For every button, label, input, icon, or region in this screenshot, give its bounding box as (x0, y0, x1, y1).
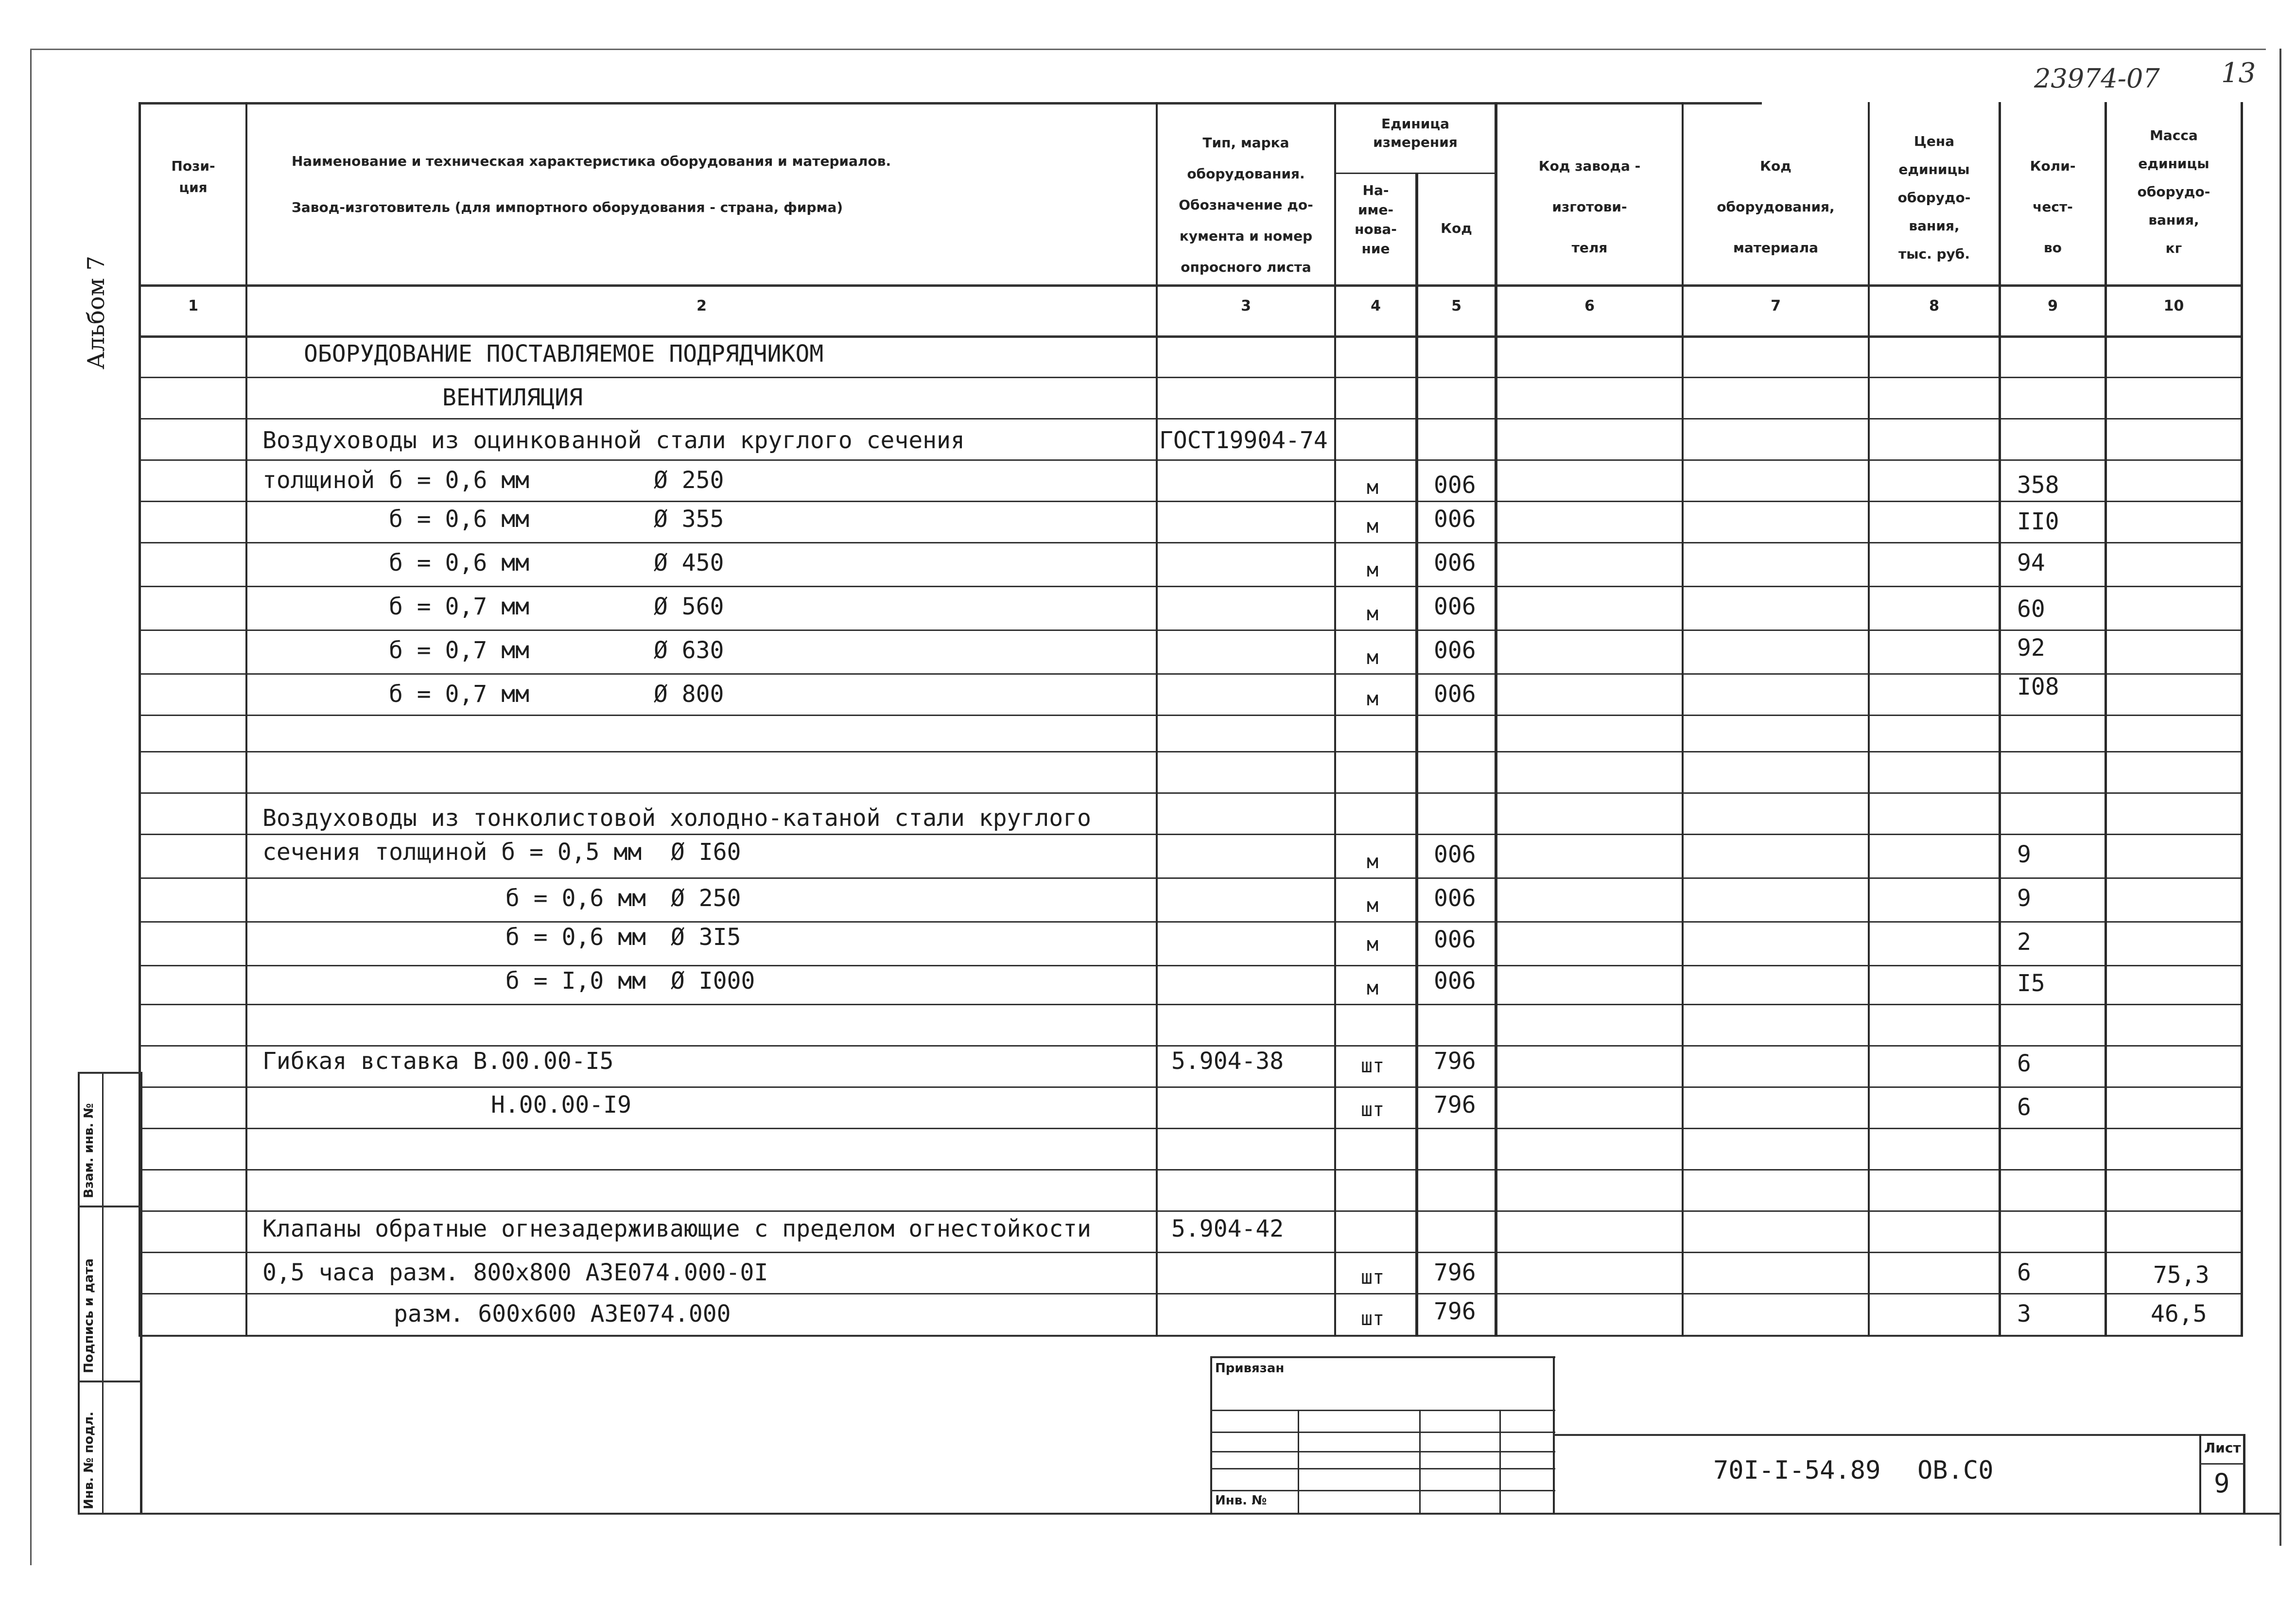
table-bottom-rule (139, 1335, 2243, 1337)
side-stamp-line (78, 1381, 141, 1382)
row-rule (139, 751, 2243, 752)
item-name: толщиной б = 0,6 мм (262, 467, 530, 494)
inv-no-label: Инв. № (1215, 1493, 1267, 1508)
row-rule (139, 921, 2243, 923)
col-rule (1682, 102, 1684, 1337)
item-unit: м (1367, 894, 1379, 917)
item-unit: м (1367, 603, 1379, 625)
side-stamp-line (140, 1072, 142, 1514)
item-quantity: 6 (2017, 1094, 2031, 1121)
side-stamp-line (78, 1072, 80, 1514)
item-name: Гибкая вставка В.00.00-I5 (262, 1048, 614, 1075)
col-number: 5 (1451, 297, 1461, 315)
page-mark: 13 (2221, 57, 2256, 89)
row-rule (139, 459, 2243, 461)
side-stamp-line (102, 1072, 104, 1514)
col-rule (1415, 173, 1418, 1337)
item-quantity: II0 (2017, 508, 2059, 535)
item-name: ОБОРУДОВАНИЕ ПОСТАВЛЯЕМОЕ ПОДРЯДЧИКОМ (304, 340, 824, 367)
col-number: 2 (696, 297, 707, 315)
item-name: Воздуховоды из тонколистовой холодно-катаной стали круглого (262, 804, 1092, 832)
row-rule (139, 715, 2243, 716)
col-number: 7 (1771, 297, 1781, 315)
item-diameter: Ø I60 (671, 839, 741, 866)
item-unit-code: 006 (1434, 885, 1476, 912)
title-block-line (2243, 1434, 2245, 1514)
header-unit-price: Цена единицы оборудо- вания, тыс. руб. (1897, 133, 1971, 262)
header-type-doc: Тип, марка оборудования. Обозначение до- кумента и номер опросного листа (1179, 135, 1313, 275)
frame-top-line (30, 49, 2266, 50)
item-unit: м (1367, 647, 1379, 669)
item-unit: шт (1361, 1099, 1385, 1121)
header-unit-name: На- име- нова- ние (1355, 182, 1397, 257)
side-stamp-line (78, 1072, 141, 1074)
table-top-rule (139, 102, 1762, 105)
title-block-line (1210, 1451, 1555, 1452)
item-unit: шт (1361, 1055, 1385, 1077)
side-stamp-line (78, 1513, 2279, 1515)
row-rule (139, 673, 2243, 675)
item-unit: шт (1361, 1308, 1385, 1330)
item-quantity: I5 (2017, 970, 2045, 997)
title-block-line (1419, 1410, 1421, 1514)
item-quantity: 6 (2017, 1050, 2031, 1077)
item-unit-code: 006 (1434, 841, 1476, 868)
title-block-line (1499, 1410, 1501, 1514)
header-bottom-rule (139, 284, 2243, 287)
row-rule (139, 834, 2243, 835)
item-unit-code: 796 (1434, 1048, 1476, 1075)
title-block-line (1210, 1410, 1555, 1411)
row-rule (139, 1169, 2243, 1171)
header-equipment-code: Код оборудования, материала (1717, 158, 1835, 256)
row-rule (139, 418, 2243, 419)
item-unit: м (1367, 476, 1379, 499)
item-unit-code: 006 (1434, 681, 1476, 708)
row-rule (139, 1210, 2243, 1212)
item-diameter: Ø 560 (654, 593, 724, 620)
row-rule (139, 377, 2243, 378)
sheet-number: 9 (2214, 1468, 2230, 1499)
row-rule (139, 1004, 2243, 1005)
colnum-bottom-rule (139, 335, 2243, 338)
header-name-line1: Наименование и техническая характеристика оборудования и материалов. (292, 153, 891, 169)
col-number: 3 (1241, 297, 1251, 315)
col-rule (2241, 102, 2243, 1337)
document-designation: 70I-I-54.89 (1713, 1456, 1881, 1485)
item-name: б = 0,6 мм (389, 506, 529, 533)
item-name: 0,5 часа разм. 800х800 АЗЕ074.000-0I (262, 1259, 768, 1286)
item-doc: 5.904-38 (1171, 1048, 1284, 1075)
item-unit: м (1367, 515, 1379, 538)
title-block-line (2199, 1434, 2201, 1514)
item-diameter: Ø 630 (654, 637, 724, 664)
row-rule (139, 501, 2243, 502)
col-number: 6 (1584, 297, 1595, 315)
item-quantity: 2 (2017, 928, 2031, 956)
item-doc: 5.904-42 (1171, 1215, 1284, 1242)
item-unit: м (1367, 977, 1379, 999)
item-doc: ГОСТ19904-74 (1159, 427, 1328, 454)
item-unit: м (1367, 688, 1379, 710)
item-quantity: I08 (2017, 673, 2059, 700)
frame-right-line (2279, 49, 2281, 1546)
header-quantity: Коли- чест- во (2030, 158, 2076, 256)
item-unit-code: 006 (1434, 549, 1476, 577)
item-name: ВЕНТИЛЯЦИЯ (442, 384, 583, 411)
item-name: Клапаны обратные огнезадерживающие с пределом огнестойкости (262, 1215, 1092, 1242)
header-mid-rule (1334, 173, 1495, 174)
item-name: б = 0,6 мм (505, 885, 646, 912)
col-rule (1334, 102, 1336, 1337)
col-number: 1 (188, 297, 198, 315)
item-unit-code: 006 (1434, 506, 1476, 533)
row-rule (139, 965, 2243, 966)
title-block-line (1210, 1468, 1555, 1469)
header-position: Пози- ция (171, 158, 215, 195)
col-rule (1156, 102, 1158, 1337)
col-rule (2105, 102, 2107, 1337)
row-rule (139, 1128, 2243, 1129)
row-rule (139, 1252, 2243, 1253)
item-unit-code: 006 (1434, 593, 1476, 620)
item-unit-code: 796 (1434, 1091, 1476, 1119)
item-mass: 46,5 (2151, 1300, 2207, 1328)
col-number: 4 (1371, 297, 1381, 315)
title-block-line (1298, 1410, 1299, 1514)
row-rule (139, 1293, 2243, 1294)
item-diameter: Ø I000 (671, 967, 755, 995)
item-mass: 75,3 (2153, 1261, 2209, 1289)
frame-left-line (30, 49, 32, 1565)
row-rule (139, 792, 2243, 794)
item-unit: шт (1361, 1266, 1385, 1289)
item-quantity: 9 (2017, 841, 2031, 868)
album-label: Альбом 7 (83, 256, 110, 369)
header-unit-group: Единица измерения (1373, 116, 1458, 150)
title-block-line (1210, 1490, 1555, 1491)
document-section: ОВ.С0 (1917, 1456, 1994, 1485)
col-rule (1999, 102, 2001, 1337)
title-block-line (1210, 1432, 1555, 1433)
item-quantity: 94 (2017, 549, 2045, 577)
col-rule (1495, 102, 1497, 1337)
row-rule (139, 1045, 2243, 1047)
header-unit-code: Код (1441, 220, 1472, 236)
col-number: 8 (1929, 297, 1939, 315)
stamp-vzam: Взам. инв. № (82, 1103, 96, 1198)
row-rule (139, 629, 2243, 631)
item-diameter: Ø 450 (654, 549, 724, 577)
item-quantity: 60 (2017, 595, 2045, 623)
inventory-number: 23974-07 (2034, 63, 2160, 94)
item-quantity: 3 (2017, 1300, 2031, 1328)
item-diameter: Ø 250 (654, 467, 724, 494)
item-unit-code: 796 (1434, 1259, 1476, 1286)
row-rule (139, 586, 2243, 587)
title-block-line (1210, 1356, 1555, 1358)
item-diameter: Ø 3I5 (671, 924, 741, 951)
item-unit: м (1367, 851, 1379, 873)
stamp-podpis: Подпись и дата (82, 1258, 96, 1373)
header-unit-mass: Масса единицы оборудо- вания, кг (2137, 127, 2210, 256)
privyazan-label: Привязан (1215, 1361, 1285, 1376)
title-block-line (2199, 1463, 2245, 1465)
item-unit: м (1367, 933, 1379, 956)
item-name: б = 0,7 мм (389, 681, 529, 708)
row-rule (139, 1086, 2243, 1088)
item-unit: м (1367, 559, 1379, 581)
item-unit-code: 006 (1434, 637, 1476, 664)
item-name: б = 0,6 мм (389, 549, 529, 577)
col-number: 10 (2163, 297, 2184, 315)
header-factory-code: Код завода - изготови- теля (1538, 158, 1641, 256)
item-diameter: Ø 250 (671, 885, 741, 912)
item-name: Н.00.00-I9 (491, 1091, 631, 1119)
row-rule (139, 877, 2243, 879)
item-diameter: Ø 355 (654, 506, 724, 533)
item-name: б = I,0 мм (505, 967, 646, 995)
side-stamp-line (78, 1206, 141, 1207)
item-name: б = 0,7 мм (389, 637, 529, 664)
sheet-label: Лист (2204, 1440, 2241, 1456)
item-quantity: 358 (2017, 472, 2059, 499)
item-unit-code: 006 (1434, 926, 1476, 953)
item-quantity: 92 (2017, 634, 2045, 662)
item-diameter: Ø 800 (654, 681, 724, 708)
col-rule (245, 102, 247, 1337)
item-unit-code: 796 (1434, 1298, 1476, 1325)
row-rule (139, 542, 2243, 543)
item-quantity: 6 (2017, 1259, 2031, 1286)
item-name: сечения толщиной б = 0,5 мм (262, 839, 642, 866)
title-block-line (1553, 1434, 2245, 1436)
item-name: б = 0,6 мм (505, 924, 646, 951)
item-unit-code: 006 (1434, 967, 1476, 995)
header-name-line2: Завод-изготовитель (для импортного оборудования - страна, фирма) (292, 199, 843, 215)
item-name: разм. 600х600 АЗЕ074.000 (394, 1300, 731, 1328)
item-unit-code: 006 (1434, 472, 1476, 499)
col-number: 9 (2048, 297, 2058, 315)
col-rule (1868, 102, 1870, 1337)
item-name: Воздуховоды из оцинкованной стали круглого сечения (262, 427, 965, 454)
item-quantity: 9 (2017, 885, 2031, 912)
stamp-inv-podl: Инв. № подл. (82, 1411, 96, 1509)
item-name: б = 0,7 мм (389, 593, 529, 620)
